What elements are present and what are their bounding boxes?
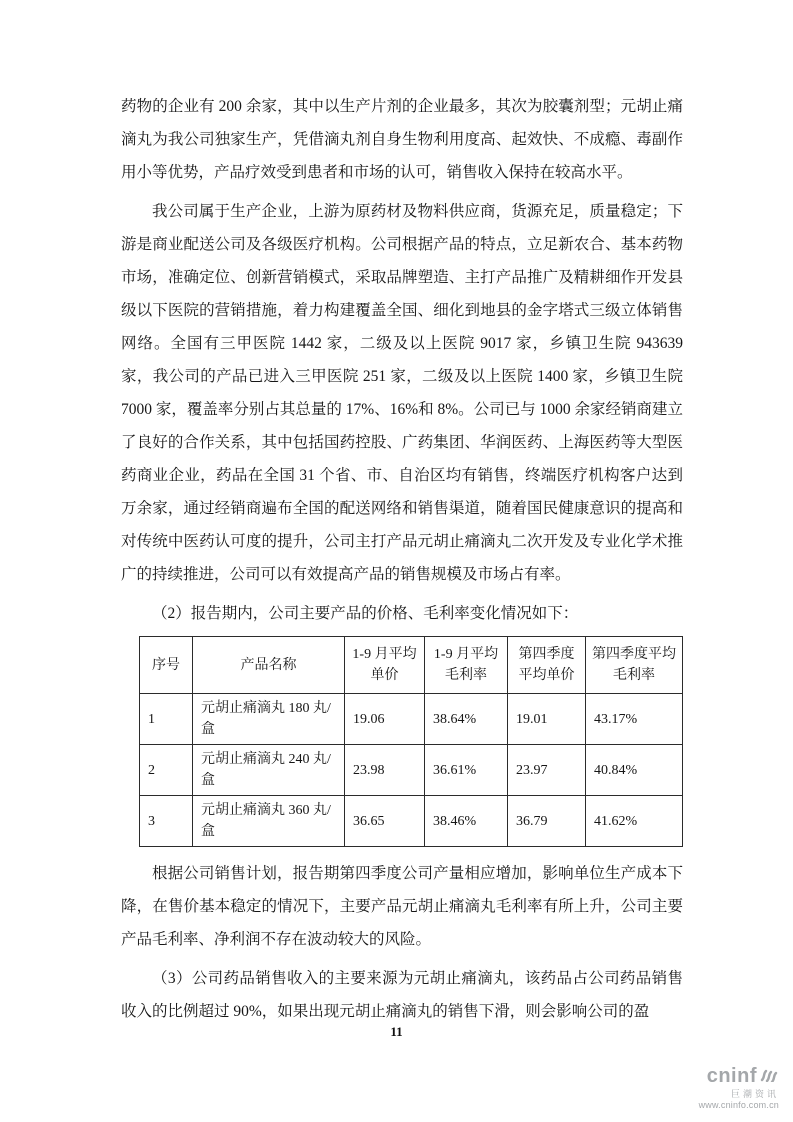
column-header-avg-price-q4: 第四季度平均单价 [508,637,586,694]
table-header-row [140,637,683,694]
cninfo-logo [699,1065,779,1110]
cell-avg-price-q4: 23.97 [508,745,586,796]
cninfo-logo-text: cninf [706,1065,757,1088]
cell-avg-margin-9m: 38.64% [425,694,508,745]
cell-avg-margin-q4: 40.84% [586,745,683,796]
column-header-seq: 序号 [140,637,193,694]
column-header-avg-margin-9m: 1-9 月平均毛利率 [425,637,508,694]
cell-avg-margin-q4: 41.62% [586,796,683,847]
section-heading-item-2: （2）报告期内，公司主要产品的价格、毛利率变化情况如下： [152,605,579,622]
cell-avg-price-q4: 19.01 [508,694,586,745]
cell-product-name: 元胡止痛滴丸 360 丸/盒 [193,796,345,847]
body-paragraph-2: 我公司属于生产企业，上游为原药材及物料供应商，货源充足，质量稳定；下游是商业配送公司及各级医疗机构。公司根据产品的特点，立足新农合、基本药物市场，准确定位、创新营销模式，采取品牌塑造、主打产品推广及精耕细作开发县级以下医院的营销措施，着力构建覆盖全国、细化到地县的金字塔式三级立体销售网络。全国有三甲医院 1442 家，二级及以上医院 9017 家，乡镇卫生院 943639 家，我公司的产品已进入三甲医院 251 家，二级及以上医院 1400 家，乡镇卫生院 7000 家，覆盖率分别占其总量的 17%、16%和 8%。公司已与 1000 余家经销商建立了良好的合作关系，其中包括国药控股、广药集团、华润医药、上海医药等大型医药商业企业，药品在全国 31 个省、市、自治区均有销售，终端医疗机构客户达到万余家，通过经销商遍布全国的配送网络和销售渠道，随着国民健康意识的提高和对传统中医药认可度的提升，公司主打产品元胡止痛滴丸二次开发及专业化学术推广的持续推进，公司可以有效提高产品的销售规模及市场占有率。 [121,203,683,583]
cninfo-logo-url: www.cninfo.com.cn [698,1099,779,1110]
page-number: 11 [390,1024,403,1039]
cell-avg-price-q4: 36.79 [508,796,586,847]
product-price-margin-table [139,636,683,847]
cell-avg-price-9m: 19.06 [345,694,425,745]
column-header-product-name: 产品名称 [193,637,345,694]
table-row [140,796,683,847]
cell-avg-margin-q4: 43.17% [586,694,683,745]
cninfo-logo-chinese: 巨潮资讯 [730,1089,779,1100]
page-content [121,90,683,1034]
cell-seq: 3 [140,796,193,847]
column-header-avg-margin-q4: 第四季度平均毛利率 [586,637,683,694]
cell-avg-price-9m: 36.65 [345,796,425,847]
body-paragraph-3: 根据公司销售计划，报告期第四季度公司产量相应增加，影响单位生产成本下降，在售价基本稳定的情况下，主要产品元胡止痛滴丸毛利率有所上升，公司主要产品毛利率、净利润不存在波动较大的风险。 [121,865,683,948]
cell-seq: 2 [140,745,193,796]
cell-product-name: 元胡止痛滴丸 240 丸/盒 [193,745,345,796]
wave-icon [759,1065,779,1087]
body-paragraph-1: 药物的企业有 200 余家，其中以生产片剂的企业最多，其次为胶囊剂型；元胡止痛滴丸为我公司独家生产，凭借滴丸剂自身生物利用度高、起效快、不成瘾、毒副作用小等优势，产品疗效受到患者和市场的认可，销售收入保持在较高水平。 [121,98,683,181]
table-row [140,694,683,745]
section-heading-item-3: （3）公司药品销售收入的主要来源为元胡止痛滴丸，该药品占公司药品销售收入的比例超过 90%，如果出现元胡止痛滴丸的销售下滑，则会影响公司的盈 [121,970,683,1020]
table-row [140,745,683,796]
cell-avg-margin-9m: 36.61% [425,745,508,796]
cell-avg-price-9m: 23.98 [345,745,425,796]
cell-product-name: 元胡止痛滴丸 180 丸/盒 [193,694,345,745]
column-header-avg-price-9m: 1-9 月平均单价 [345,637,425,694]
cninfo-logo-row [699,1065,779,1088]
cell-avg-margin-9m: 38.46% [425,796,508,847]
cell-seq: 1 [140,694,193,745]
